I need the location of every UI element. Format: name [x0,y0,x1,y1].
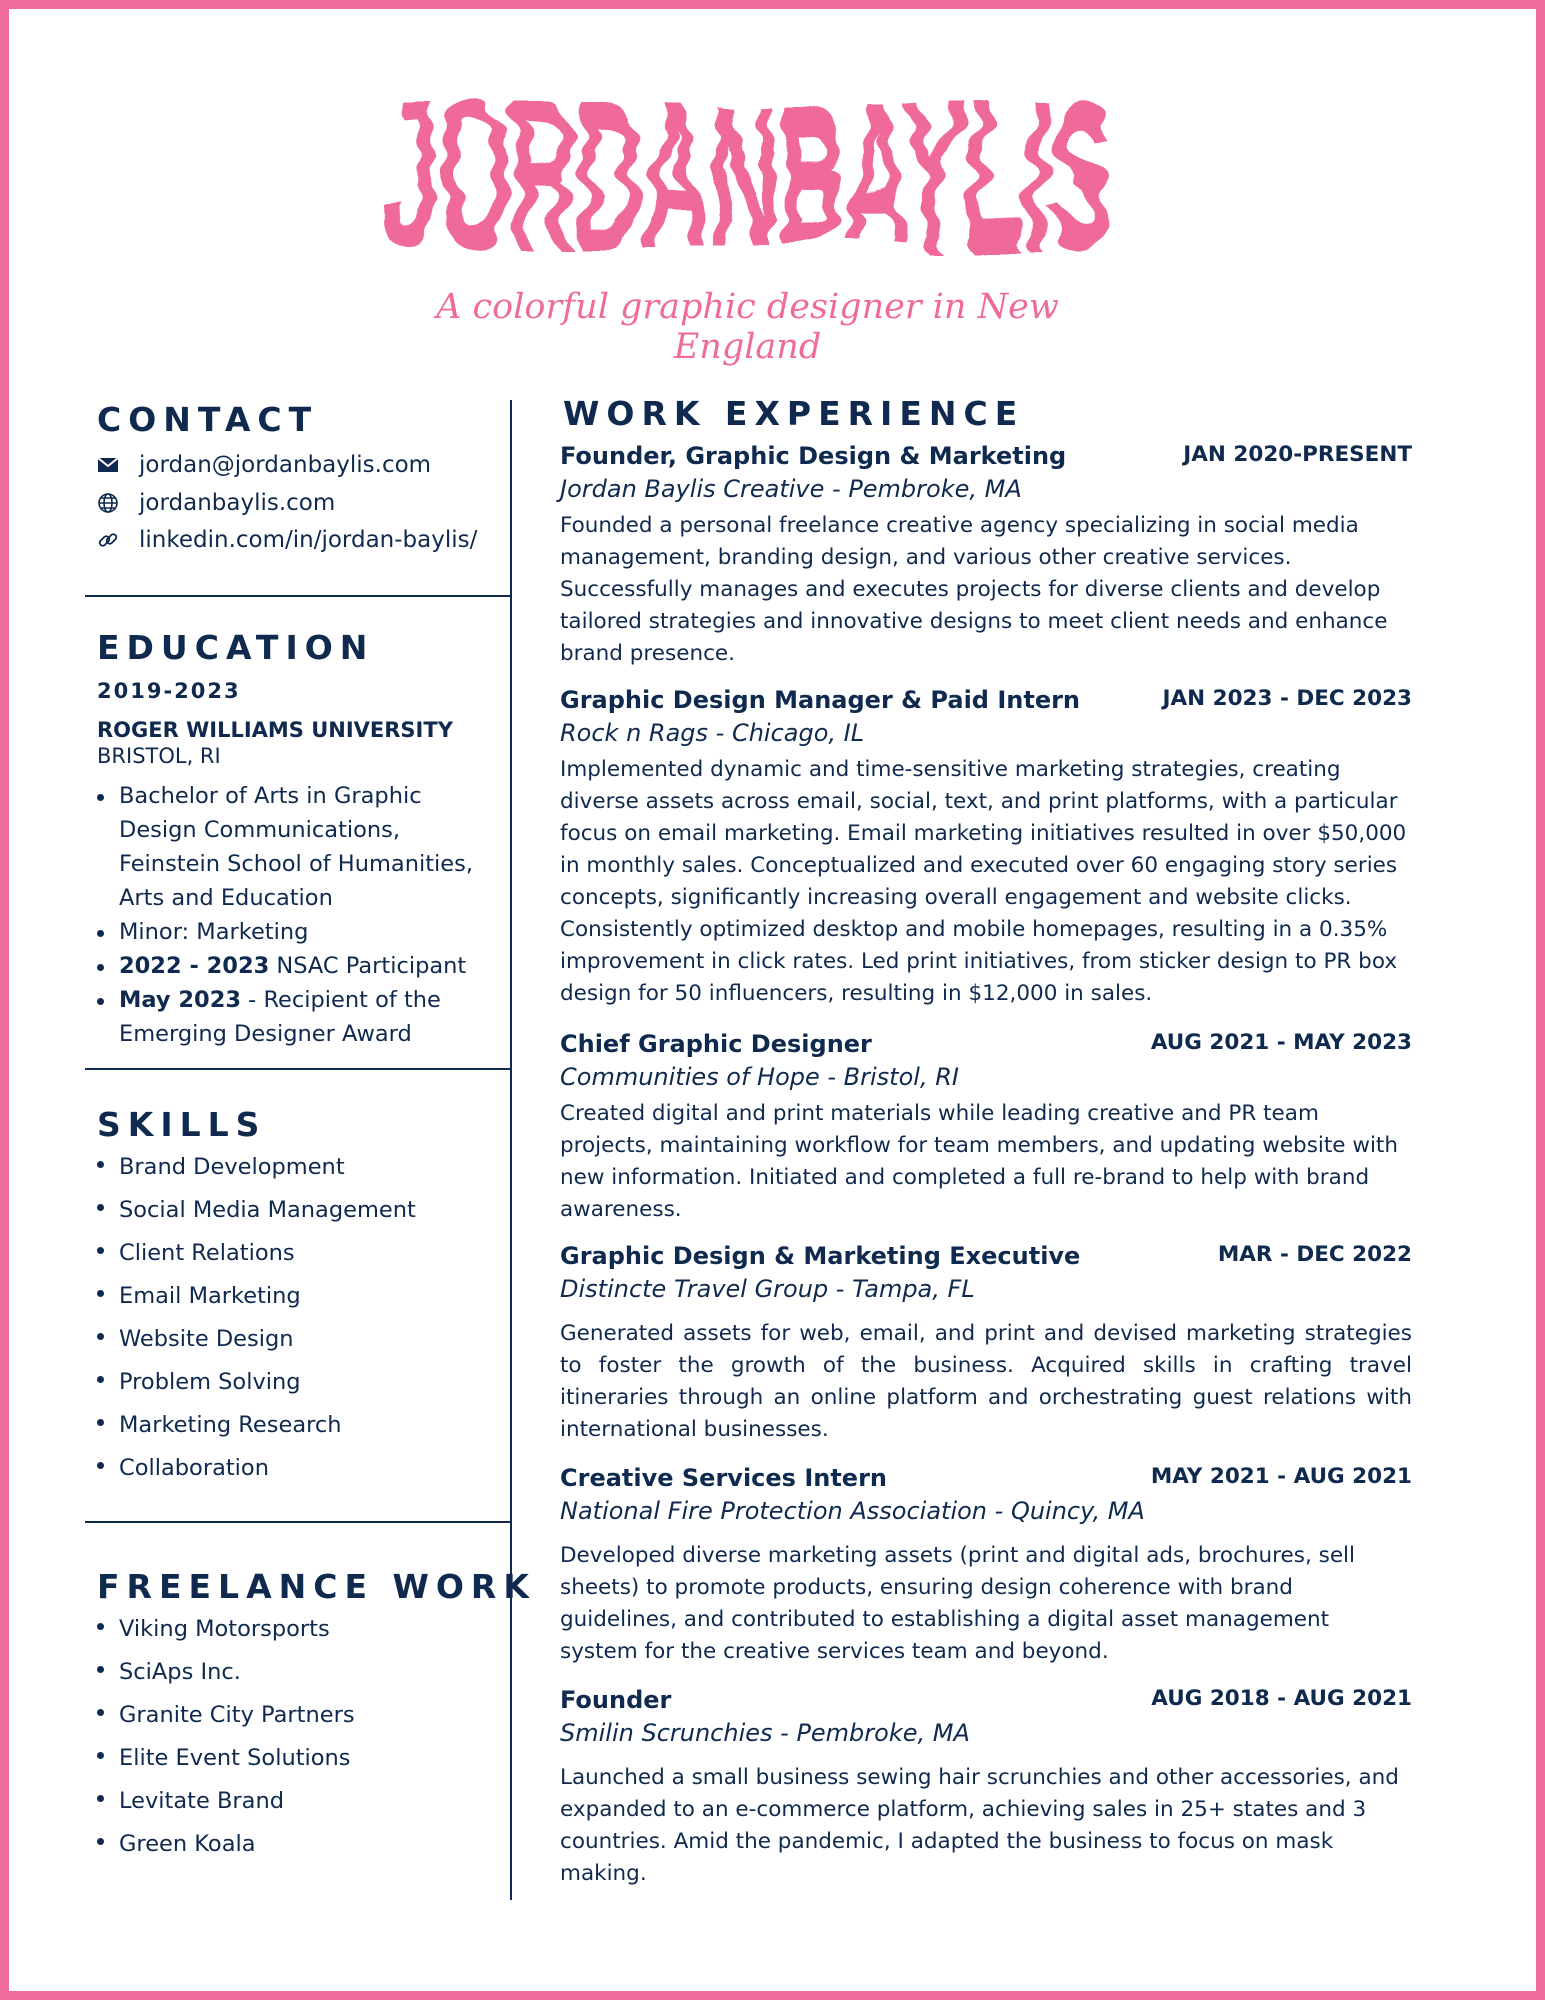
tagline: A colorful graphic designer in New England [436,287,1059,367]
job-title: Graphic Design & Marketing Executive [560,1242,1081,1270]
job-title: Founder, Graphic Design & Marketing [560,442,1067,470]
list-item: Viking Motorsports [97,1608,497,1651]
skills-heading: SKILLS [97,1105,267,1144]
list-item: SciAps Inc. [97,1651,497,1694]
job-date: MAR - DEC 2022 [1217,1242,1412,1267]
job-company: Communities of Hope - Bristol, RI [560,1063,959,1091]
job-description: Implemented dynamic and time-sensitive marketing strategies, creating diverse assets across email, social, text, and print platforms, with a particular focus on email marketing. Email marketing initiatives resulted in over $50,000 in monthly sales. Conceptualized and executed over 60 engaging story series concepts, significantly increasing overall engagement and website clicks. Consistently optimized desktop and mobile homepages, resulting in a 0.35% improvement in click rates. Led print initiatives, from sticker design to PR box design for 50 influencers, resulting in $12,000 in sales. [560,757,1407,1006]
degree-text: Bachelor of Arts in Graphic Design Communications, Feinstein School of Humanities, Arts and Education [119,783,473,911]
minor-text: Minor: Marketing [119,919,309,945]
award-text: - Recipient of the Emerging Designer Award [119,987,441,1047]
list-item [97,779,497,915]
job-entry [560,684,1412,1010]
list-item: Marketing Research [97,1404,497,1447]
section-divider [85,595,511,597]
job-description: Created digital and print materials while leading creative and PR team projects, maintaining workflow for team members, and updating website with new information. Initiated and completed a full re-brand to help with brand awareness. [560,1101,1398,1222]
job-date: AUG 2018 - AUG 2021 [1151,1686,1412,1711]
column-divider [510,400,512,1900]
list-item: Website Design [97,1318,497,1361]
job-description: Generated assets for web, email, and print and devised marketing strategies to foster the growth of the business. Acquired skills in crafting travel itineraries through an online platform and orchestrating guest relations with international businesses. [560,1321,1412,1442]
section-divider [85,1068,511,1070]
list-item: Elite Event Solutions [97,1737,497,1780]
job-entry [560,1028,1412,1226]
job-company: Rock n Rags - Chicago, IL [560,719,865,747]
list-item [97,983,497,1051]
job-entry [560,1240,1412,1446]
job-date: JAN 2020-PRESENT [1183,442,1412,467]
section-divider [85,1521,511,1523]
job-title: Founder [560,1686,672,1714]
list-item [97,915,497,949]
svg-text:JORDANBAYLIS: JORDANBAYLIS [382,58,1112,292]
job-company: National Fire Protection Association - Quincy, MA [560,1497,1145,1525]
job-company: Distincte Travel Group - Tampa, FL [560,1275,975,1303]
job-description: Founded a personal freelance creative agency specializing in social media management, branding design, and various other creative services. Successfully manages and executes projects for diverse clients and develop tailored strategies and innovative designs to meet client needs and enhance brand presence. [560,513,1388,666]
list-item: Brand Development [97,1146,497,1189]
contact-heading: CONTACT [97,400,319,439]
school-location: BRISTOL, RI [97,744,221,768]
list-item: Granite City Partners [97,1694,497,1737]
work-experience-heading: WORK EXPERIENCE [563,394,1025,433]
list-item: Problem Solving [97,1361,497,1404]
contact-website[interactable] [97,490,335,516]
job-title: Creative Services Intern [560,1464,887,1492]
job-date: MAY 2021 - AUG 2021 [1150,1464,1412,1489]
contact-email[interactable] [97,452,431,478]
education-list [97,779,497,1051]
list-item: Email Marketing [97,1275,497,1318]
job-title: Graphic Design Manager & Paid Intern [560,686,1081,714]
job-description: Launched a small business sewing hair scrunchies and other accessories, and expanded to an e-commerce platform, achieving sales in 25+ states and 3 countries. Amid the pandemic, I adapted the business to focus on mask making. [560,1765,1399,1886]
envelope-icon [97,454,119,476]
contact-website-text: jordanbaylis.com [139,490,336,516]
globe-icon [97,492,119,514]
nsac-years: 2022 - 2023 [119,953,270,979]
freelance-heading: FREELANCE WORK [97,1567,536,1606]
list-item: Social Media Management [97,1189,497,1232]
list-item [97,949,497,983]
nsac-text: NSAC Participant [269,953,467,979]
job-date: JAN 2023 - DEC 2023 [1162,686,1412,711]
freelance-list [97,1608,497,1866]
list-item: Client Relations [97,1232,497,1275]
job-entry [560,1462,1412,1668]
job-entry [560,1684,1412,1890]
award-date: May 2023 [119,987,242,1013]
job-company: Smilin Scrunchies - Pembroke, MA [560,1719,970,1747]
name-logo [370,52,1125,292]
education-heading: EDUCATION [97,628,375,667]
job-entry [560,440,1412,670]
list-item: Collaboration [97,1447,497,1490]
list-item: Green Koala [97,1823,497,1866]
link-icon [97,529,119,551]
job-date: AUG 2021 - MAY 2023 [1150,1030,1412,1055]
contact-linkedin[interactable] [97,527,477,553]
job-company: Jordan Baylis Creative - Pembroke, MA [560,475,1022,503]
skills-list [97,1146,497,1490]
contact-linkedin-text: linkedin.com/in/jordan-baylis/ [139,527,478,553]
school-name: ROGER WILLIAMS UNIVERSITY [97,718,453,742]
contact-email-text: jordan@jordanbaylis.com [139,452,432,478]
job-description: Developed diverse marketing assets (print and digital ads, brochures, sell sheets) to promote products, ensuring design coherence with brand guidelines, and contributed to establishing a digital asset management system for the creative services team and beyond. [560,1543,1355,1664]
job-title: Chief Graphic Designer [560,1030,872,1058]
list-item: Levitate Brand [97,1780,497,1823]
education-years: 2019-2023 [97,679,241,703]
